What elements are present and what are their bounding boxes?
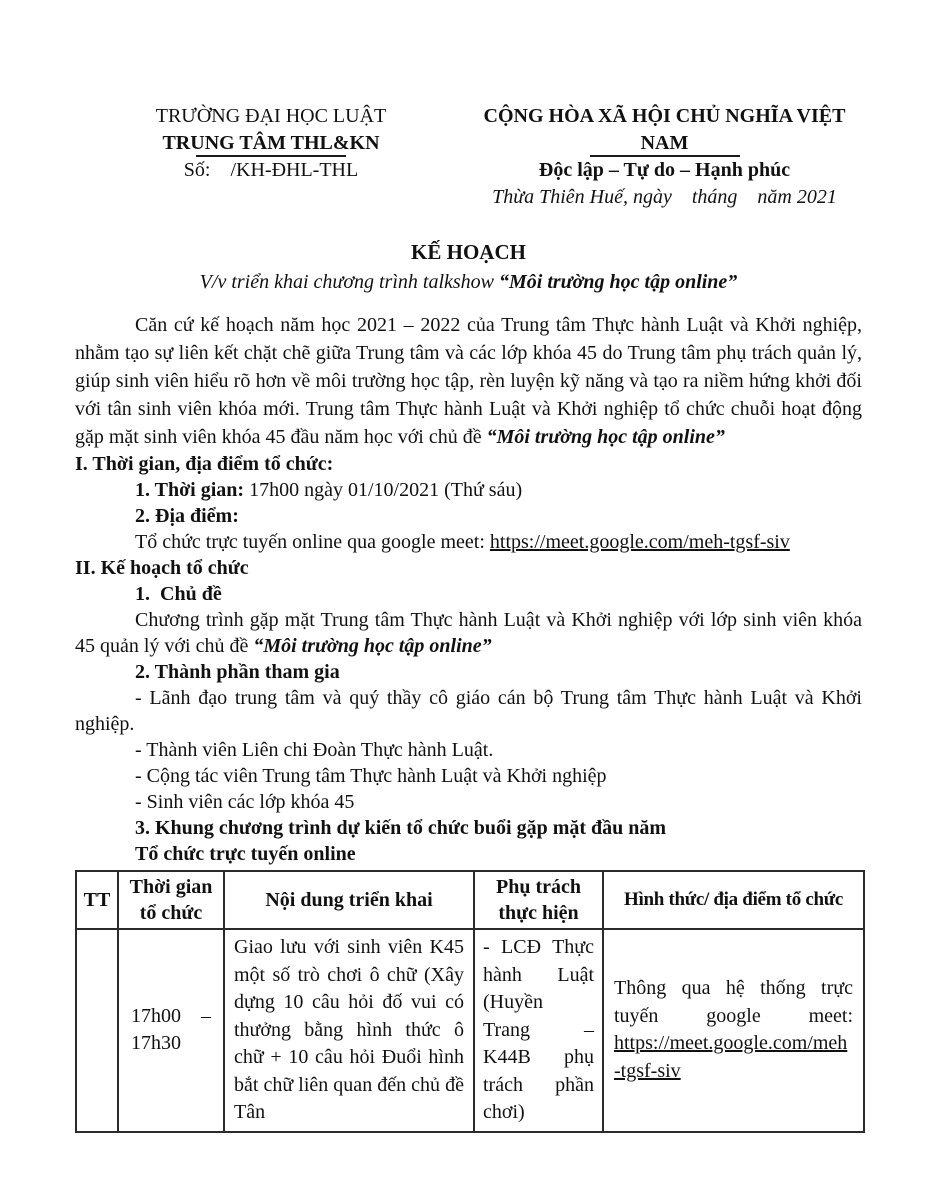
col-header-time: Thời gian tổ chức — [118, 871, 224, 929]
cell-content: Giao lưu với sinh viên K45 một số trò chơi ô chữ (Xây dựng 10 câu hỏi đố vui có thưởng bằng hình thức ô chữ + 10 câu hỏi Đuổi hình bắt chữ liên quan đến chủ đề Tân — [224, 929, 474, 1132]
org-name: TRƯỜNG ĐẠI HỌC LUẬT — [155, 105, 387, 127]
col-header-tt: TT — [76, 871, 118, 929]
section2-heading: II. Kế hoạch tổ chức — [75, 557, 249, 579]
table-row — [76, 929, 864, 1132]
national-motto: Độc lập – Tự do – Hạnh phúc — [538, 159, 791, 181]
document-header — [75, 103, 862, 211]
col-header-content: Nội dung triển khai — [224, 871, 474, 929]
intro-topic: “Môi trường học tập online” — [486, 426, 725, 448]
cell-format — [603, 929, 864, 1132]
participants-heading: 2. Thành phần tham gia — [135, 661, 340, 683]
org-underline-rule — [196, 155, 346, 157]
location-line — [75, 529, 862, 555]
location-label: 2. Địa điểm: — [135, 505, 239, 527]
subtitle-text: V/v triển khai chương trình talkshow — [199, 271, 499, 293]
org-header-block — [75, 103, 467, 211]
cell-responsible: - LCĐ Thực hành Luật (Huyền Trang – K44B phụ trách phần chơi) — [474, 929, 603, 1132]
doc-number: Số: /KH-ĐHL-THL — [183, 159, 359, 181]
schedule-table — [75, 870, 865, 1133]
time-label: 1. Thời gian: — [135, 479, 245, 501]
schedule-note: Tổ chức trực tuyến online — [135, 843, 356, 865]
page-subtitle — [75, 267, 862, 297]
meet-link[interactable]: https://meet.google.com/meh-tgsf-siv — [489, 531, 790, 553]
national-header-block — [467, 103, 862, 211]
participant-item: - Sinh viên các lớp khóa 45 — [135, 791, 355, 813]
topic-paragraph — [75, 607, 862, 659]
cell-tt — [76, 929, 118, 1132]
topic-text: Chương trình gặp mặt Trung tâm Thực hành Luật và Khởi nghiệp với lớp sinh viên khóa 45 quản lý với chủ đề — [75, 609, 862, 657]
participant-item: - Lãnh đạo trung tâm và quý thầy cô giáo cán bộ Trung tâm Thực hành Luật và Khởi nghiệp. — [75, 687, 862, 735]
col-header-format: Hình thức/ địa điểm tổ chức — [603, 871, 864, 929]
intro-paragraph — [75, 311, 862, 451]
col-header-responsible: Phụ trách thực hiện — [474, 871, 603, 929]
topic-emphasis: “Môi trường học tập online” — [253, 635, 492, 657]
org-unit: TRUNG TÂM THL&KN — [162, 132, 380, 154]
page-title: KẾ HOẠCH — [411, 240, 526, 264]
location-text: Tổ chức trực tuyến online qua google meet: — [135, 531, 490, 553]
cell-time: 17h00 – 17h30 — [118, 929, 224, 1132]
participant-item: - Thành viên Liên chi Đoàn Thực hành Luật. — [135, 739, 494, 761]
topic-heading: 1. Chủ đề — [135, 583, 222, 605]
format-text: Thông qua hệ thống trực tuyến google meet: — [614, 977, 853, 1027]
subtitle-topic: “Môi trường học tập online” — [499, 271, 738, 293]
participant-item: - Cộng tác viên Trung tâm Thực hành Luật và Khởi nghiệp — [135, 765, 607, 787]
table-header-row — [76, 871, 864, 929]
time-line — [75, 477, 862, 503]
national-title: CỘNG HÒA XÃ HỘI CHỦ NGHĨA VIỆT NAM — [483, 105, 851, 154]
motto-underline-rule — [590, 155, 740, 157]
place-date-line: Thừa Thiên Huế, ngày tháng năm 2021 — [492, 186, 837, 208]
time-value: 17h00 ngày 01/10/2021 (Thứ sáu) — [244, 479, 523, 501]
meet-link-table[interactable]: https://meet.google.com/meh-tgsf-siv — [614, 1032, 848, 1082]
schedule-heading: 3. Khung chương trình dự kiến tổ chức buổi gặp mặt đầu năm — [135, 817, 667, 839]
intro-text: Căn cứ kế hoạch năm học 2021 – 2022 của Trung tâm Thực hành Luật và Khởi nghiệp, nhằm tạo sự liên kết chặt chẽ giữa Trung tâm và các lớp khóa 45 do Trung tâm phụ trách quản lý, giúp sinh viên hiểu rõ hơn về môi trường học tập, rèn luyện kỹ năng và tạo ra niềm hứng khởi đối với tân sinh viên khóa mới. Trung tâm Thực hành Luật và Khởi nghiệp tổ chức chuỗi hoạt động gặp mặt sinh viên khóa 45 đầu năm học với chủ đề — [75, 314, 862, 448]
section1-heading: I. Thời gian, địa điểm tổ chức: — [75, 453, 334, 475]
